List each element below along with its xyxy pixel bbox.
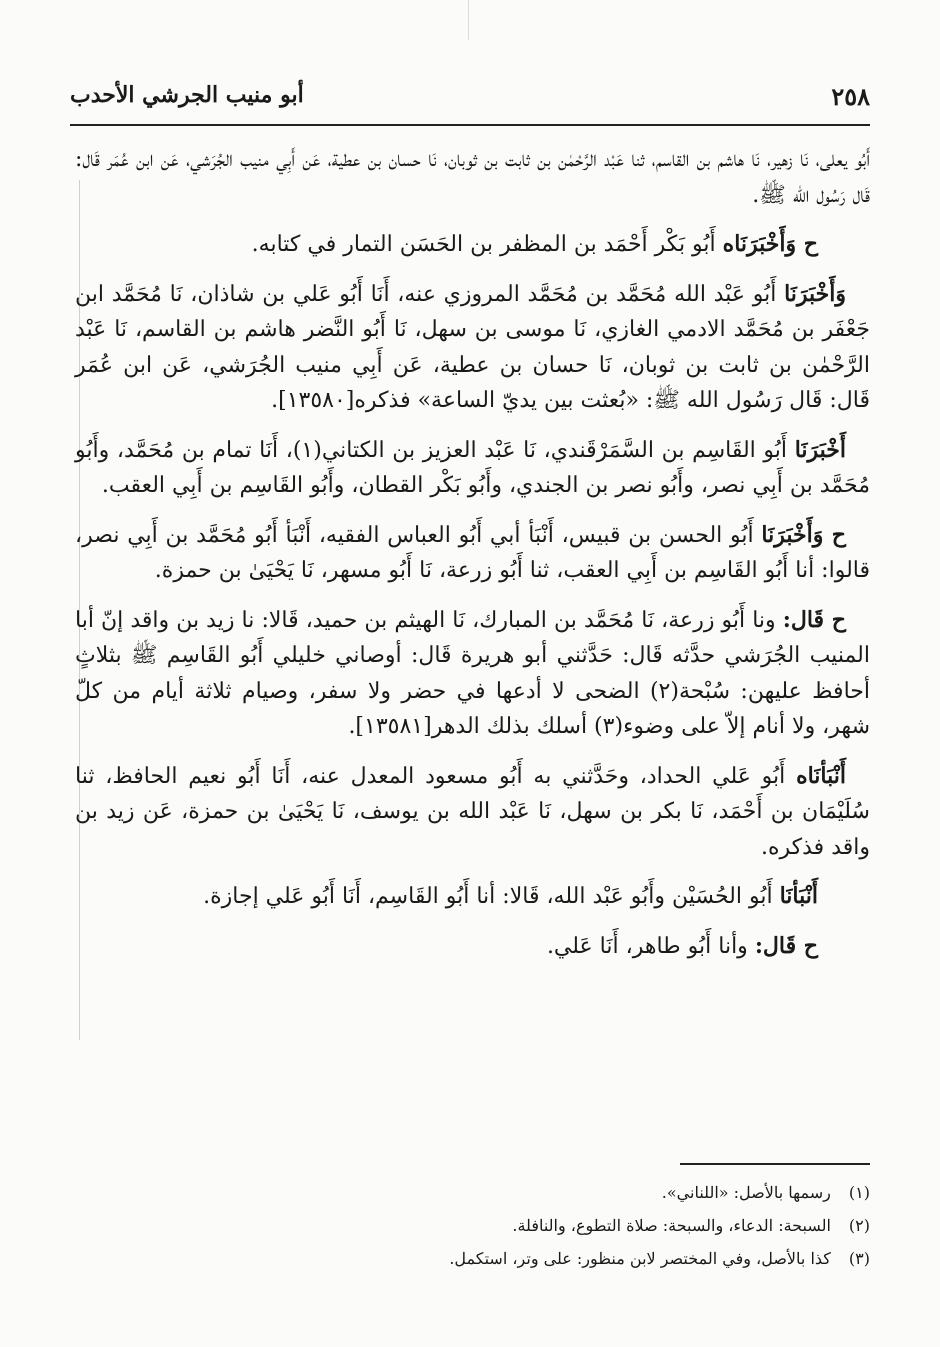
footnote	[75, 1242, 870, 1275]
footnote-text: رسمها بالأصل: «اللناني».	[661, 1183, 831, 1202]
paragraph	[75, 759, 870, 866]
paragraph-text: أَبُو الحسن بن قبيس، أَنْبَأ أبي أَبُو العباس الفقيه، أَنْبَأ أَبُو مُحَمَّد بن أَبِي نصر، قالوا: أنا أَبُو القَاسِم بن أَبِي العقب، ثنا أَبُو زرعة، نَا أَبُو مسهر، نَا يَحْيَىٰ بن حمزة.	[75, 522, 870, 583]
paragraph-text: أَبُو الحُسَيْن وأَبُو عَبْد الله، قَالا: أنا أَبُو القَاسِم، أَنَا أَبُو عَلي إجازة.	[203, 884, 773, 909]
footnote-number: (٣)	[848, 1249, 870, 1268]
footnote-separator	[680, 1163, 870, 1165]
page-number: ٢٥٨	[831, 82, 870, 111]
paragraph	[75, 929, 870, 965]
paragraph-text: أَبُو القَاسِم بن السَّمَرْقَندي، نَا عَبْد العزيز بن الكتاني(١)، أَنَا تمام بن مُحَمَّد، وأَبُو مُحَمَّد بن أَبِي نصر، وأَبُو نصر بن الجندي، وأَبُو بَكْر القطان، وأَبُو القَاسِم بن أَبِي العقب.	[75, 437, 870, 498]
footnote-text: السبحة: الدعاء، والسبحة: صلاة التطوع، والنافلة.	[512, 1216, 831, 1235]
paragraph-lead: أَخْبَرَنَا	[794, 436, 847, 463]
paragraph	[75, 277, 870, 419]
paragraph-text: أَبُو بَكْر أَحْمَد بن المظفر بن الحَسَن التمار في كتابه.	[251, 232, 716, 257]
paragraph	[75, 518, 870, 589]
footnote-number: (٢)	[848, 1216, 870, 1235]
paragraph-text: أَبُو عَبْد الله مُحَمَّد بن مُحَمَّد المروزي عنه، أَنَا أَبُو عَلي بن شاذان، نَا مُحَمَّد ابن جَعْفَر بن مُحَمَّد الادمي الغازي، نَا موسى بن سهل، نَا أَبُو النَّضر هاشم بن القاسم، نَا عَبْد الرَّحْمٰن بن ثابت بن ثوبان، نَا حسان بن عطية، عَن أَبِي منيب الجُرَشي، عَن ابن عُمَر قَال: قَال رَسُول الله ﷺ: «بُعثت بين يديّ الساعة» فذكره[١٣٥٨٠].	[75, 281, 870, 413]
paragraph	[75, 142, 870, 213]
running-title: أبو منيب الجرشي الأحدب	[70, 82, 304, 108]
paragraph-lead: ح وَأَخْبَرَنَا	[761, 521, 846, 548]
paragraph	[75, 603, 870, 745]
paragraph-lead: ح وَأَخْبَرَنَاه	[722, 231, 818, 257]
main-text	[75, 142, 870, 978]
page-header	[70, 80, 870, 126]
paragraph-text: وأنا أَبُو طاهر، أَنَا عَلي.	[546, 933, 748, 959]
paragraph	[75, 879, 870, 915]
paragraph-text: ونا أَبُو زرعة، نَا مُحَمَّد بن المبارك، نَا الهيثم بن حميد، قَالا: نا زيد بن واقد إنّ أبا المنيب الجُرَشي حدَّثه قَال: حَدَّثني أبو هريرة قَال: أوصاني خليلي أَبُو القَاسِم ﷺ بثلاثٍ أحافظ عليهن: سُبْحة(٢) الضحى لا أدعها في حضر ولا سفر، وصيام ثلاثة أيام من كلّ شهر، ولا أنام إلاّ على وضوء(٣) أسلك بذلك الدهر[١٣٥٨١].	[75, 607, 870, 739]
footnotes	[75, 1176, 870, 1275]
paragraph-lead: أَنْبَأنَاه	[796, 762, 846, 789]
paragraph-text: أَبُو يعلى، نَا زهير، نَا هاشم بن القاسم، ثنا عَبْد الرَّحْمٰن بن ثابت بن ثوبان، نَا حسان بن عطية، عَن أَبِي منيب الجُرَشي، عَن ابن عُمَر قَال: قَال رَسُول الله ﷺ.	[75, 147, 870, 208]
paragraph-lead: ح قَال:	[782, 606, 846, 633]
paragraph-lead: وَأَخْبَرَنَا	[784, 280, 847, 307]
footnote	[75, 1176, 870, 1209]
paragraph-lead: أَنْبَأنَا	[779, 883, 818, 909]
footnote-number: (١)	[848, 1183, 870, 1202]
footnote-text: كذا بالأصل، وفي المختصر لابن منظور: على وتر، استكمل.	[449, 1249, 831, 1268]
footnote	[75, 1209, 870, 1242]
paragraph-lead: ح قَال:	[754, 932, 818, 959]
scan-top-mark	[468, 0, 469, 40]
paragraph-text: أَبُو عَلي الحداد، وحَدَّثني به أَبُو مسعود المعدل عنه، أَنَا أَبُو نعيم الحافظ، ثنا سُلَيْمَان بن أَحْمَد، نَا بكر بن سهل، نَا عَبْد الله بن يوسف، نَا يَحْيَىٰ بن حمزة، عَن زيد بن واقد فذكره.	[75, 763, 870, 860]
paragraph	[75, 433, 870, 504]
paragraph	[75, 227, 870, 263]
